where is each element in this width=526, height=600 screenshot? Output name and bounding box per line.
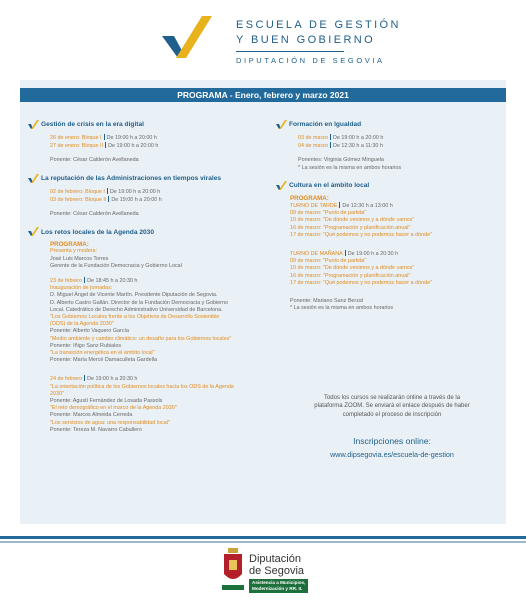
left-column [28,118,268,434]
brand-rule [236,51,344,52]
speaker: Ponente: César Calderón Avellaneda [50,211,139,218]
footer-department: Asistencia a Municipios, Modernización y RR. II. [249,579,308,592]
section-agenda-title: Los retos locales de la Agenda 2030 [28,227,268,237]
speaker: Ponente: César Calderón Avellaneda [50,157,139,164]
programa-label: PROGRAMA: [290,194,329,202]
section-crisis-body [50,134,268,165]
programa-label: PROGRAMA: [50,241,89,249]
footer-org: Diputación de Segovia Asistencia a Municipios, Modernización y RR. II. [249,553,308,595]
section-igualdad-body: 03 de marzo De 19:00 h a 20:00 h 04 de marzo De 12:30 h a 11:30 h Ponentes: Virginia Gómez Minguela * La sesión es la misma en ambos horarios [298,134,504,172]
schedule-row: 27 de enero: Bloque II De 19:00 h a 20:00 h [50,143,159,150]
section-agenda-body: PROGRAMA: Presenta y modera: José Luis Marcos Torres Gerente de la Fundación Democracia y Gobierno Local 23 de febrero De 18:45 h a 20:30 h Inauguración de jornadas: D. Miguel Ángel de Vicente Martín. Presidente Diputación de Segovia. D. Alberto Castro Gallán. Director de la Fundación Democracia y Gobierno Local. Catedrático de Derecho Administrativo Universidad de Barcelona. "Los Gobiernos Locales frente a los Objetivos de Desarrollo Sostenible (ODS) de la Agenda 2030" Ponente: Alberto Vaquero García "Medio ambiente y cambio climático: un desafío para los Gobiernos locales" Ponente: Iñigo Sanz Rubiales "La transición energética en el ámbito local" Ponente: María Mercé Darnaculleta Gardella 24 de febrero De 19:00 h a 20:30 h "La orientación política de los Gobiernos locales hacia los ODS de la Agenda 2030" Ponente: Agustí Fernández de Losada Passols "El reto demográfico en el marco de la Agenda 2030" Ponente: Marcos Almeida Cerreda "Los servicios de agua: una responsabilidad local" Ponente: Tereza M. Navarro Caballero [50,241,268,434]
school-logo [160,14,230,64]
speaker: Ponentes: Virginia Gómez Minguela [298,157,384,164]
check-logo-icon [28,120,40,130]
check-logo-icon [28,174,40,184]
section-cultura-title: Cultura en el ámbito local [276,181,504,191]
schedule-row: 03 de febrero: Bloque II De 19:00 h a 20:00 h [50,196,162,203]
schedule-row: 26 de enero: Bloque I De 19:00 h a 20:00 h [50,135,157,141]
brand-line-2: Y BUEN GOBIERNO [236,34,376,46]
section-reputation-title: La reputación de las Administraciones en tiempos virales [28,174,268,184]
brand-text [236,18,401,65]
schedule-row: 23 de febrero De 18:45 h a 20:30 h [50,278,138,285]
schedule-row: 24 de febrero De 19:00 h a 20:30 h [50,376,138,383]
program-banner: PROGRAMA - Enero, febrero y marzo 2021 [20,88,506,102]
shift-row: TURNO DE MAÑANA De 19:00 h a 20:30 h [290,251,399,258]
schedule-row: 03 de marzo De 19:00 h a 20:00 h [298,135,384,141]
brand-line-1: ESCUELA DE GESTIÓN [236,19,401,31]
online-note: Todos los cursos se realizarán online a través de la plataforma ZOOM. Se enviará el enlace después de haber completado el proceso de inscripción [314,395,470,418]
brand-line-3: DIPUTACIÓN DE SEGOVIA [236,56,385,65]
right-column [276,118,504,312]
inscriptions-heading: Inscripciones online: [353,436,431,446]
section-igualdad-title: Formación en Igualdad [276,120,504,130]
speaker: Ponente: Mariano Sanz Berzal [290,298,364,305]
schedule-row: 04 de marzo De 12:30 h a 11:30 h [298,143,383,150]
coat-of-arms-icon [222,548,244,590]
footer-stripe-light [0,541,526,543]
section-crisis-title: Gestión de crisis en la era digital [28,120,268,130]
check-logo-icon [276,120,288,130]
check-logo-icon [276,181,288,191]
registration-link[interactable]: www.dipsegovia.es/escuela-de-gestion [330,450,454,459]
footer-stripe [0,536,526,539]
check-logo-icon [28,227,40,237]
shift-row: TURNO DE TARDE De 12:30 h a 13:00 h [290,203,393,210]
section-reputation-body [50,188,268,219]
schedule-row: 02 de febrero: Bloque I De 19:00 h a 20:00 h [50,188,161,195]
section-cultura-body: PROGRAMA: TURNO DE TARDE De 12:30 h a 13:00 h 09 de marzo: "Punto de partida" 10 de marzo: "De dónde venimos y a dónde vamos" 16 de marzo: "Programación y planificación anual" 17 de marzo: "Qué podemos y no podemos hacer a dónde" TURNO DE MAÑANA De 19:00 h a 20:30 h 09 de marzo: "Punto de partida" 10 de marzo: "De dónde venimos y a dónde vamos" 16 de marzo: "Programación y planificación anual" 17 de marzo: "Qué podemos y no podemos hacer a dónde" Ponente: Mariano Sanz Berzal * La sesión es la misma en ambos horarios [290,195,504,313]
